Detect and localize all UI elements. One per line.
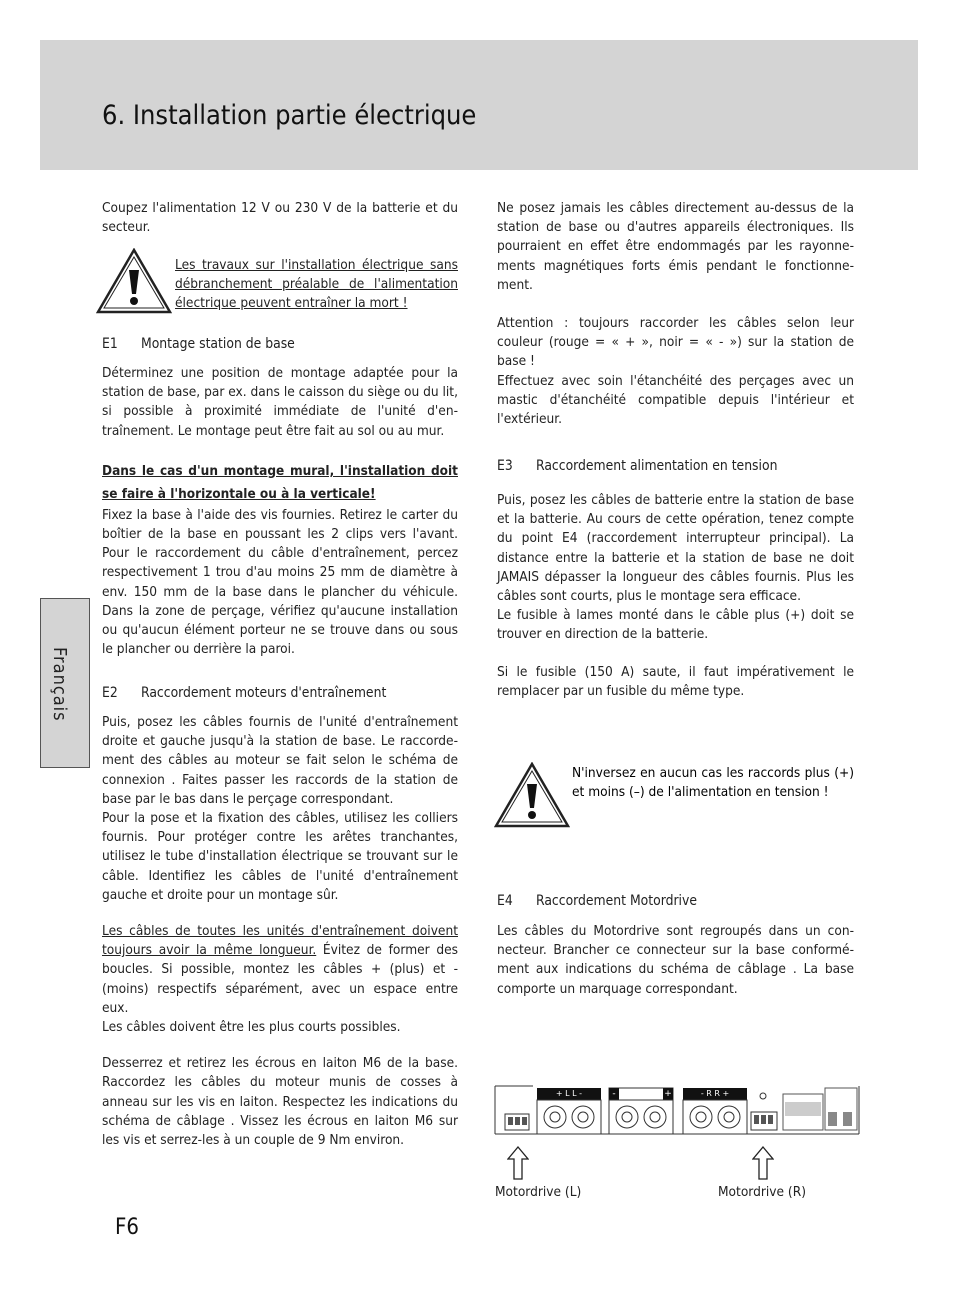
right-paragraph-1: Ne posez jamais les câbles directement au-dessus de la station de base ou d'autres appareils électroniques. Ils pourraient en effet être endommagés par les rayonnements magnétiques forts émis pendant le fonctionnement. <box>497 200 854 293</box>
section-e1-number: E1 <box>102 336 118 352</box>
language-tab-label: Français <box>49 647 70 722</box>
terminal-label-right: - R R + <box>700 1089 730 1098</box>
page-number: F6 <box>115 1215 139 1240</box>
e3-paragraph-1: Puis, posez les câbles de batterie entre la station de base et la batterie. Au cours de cette opération, tenez compte du point E4 (raccordement interrupteur principal). La distance entre la batterie et la station de base ne doit JAMAIS dépasser la longueur des câbles fournis. Plus les câbles sont courts, plus le montage sera efficace. <box>497 492 854 605</box>
section-e3-body <box>497 491 854 701</box>
terminal-label-mid-plus: + <box>664 1089 672 1099</box>
caption-motordrive-left: Motordrive (L) <box>495 1184 582 1200</box>
e4-paragraph-1: Les câbles du Motordrive sont regroupés dans un connecteur. Brancher ce connecteur sur la base conformément aux indications du schéma de câblage . La base comporte un marquage correspondant. <box>497 923 854 997</box>
terminal-label-left: + L L - <box>555 1089 583 1098</box>
terminal-label-mid-minus: - <box>612 1089 616 1099</box>
e2-underlined-note: Les câbles de toutes les unités d'entraînement doivent toujours avoir la même longueur. <box>102 923 458 959</box>
section-e4-title: Raccordement Motordrive <box>536 893 697 909</box>
warning-text-right: N'inversez en aucun cas les raccords plus (+) et moins (–) de l'alimentation en tension ! <box>572 765 854 801</box>
section-e2-heading <box>102 684 458 703</box>
intro-text: Coupez l'alimentation 12 V ou 230 V de la batterie et du secteur. <box>102 200 458 236</box>
section-e3-title: Raccordement alimentation en tension <box>536 458 778 474</box>
e3-paragraph-3: Si le fusible (150 A) saute, il faut impérativement le remplacer par un fusible du même type. <box>497 663 854 699</box>
e2-paragraph-2: Pour la pose et la fixation des câbles, utilisez les colliers fournis. Pour protéger contre les arêtes tranchantes, utilisez le tube d'installation électrique se trouvant sur le câble. Identifiez les câbles de l'unité d'entraînement gauche et droite pour un montage sûr. <box>102 810 458 903</box>
section-e2-number: E2 <box>102 685 118 701</box>
right-paragraph-3: Effectuez avec soin l'étanchéité des perçages avec un mastic d'étanchéité compatible depuis l'intérieur et l'extérieur. <box>497 372 854 428</box>
section-e4-number: E4 <box>497 893 513 909</box>
e2-paragraph-5: Desserrez et retirez les écrous en laiton M6 de la base. Raccordez les câbles du moteur munis de cosses à anneau sur les vis en laiton. Respectez les indications du schéma de câblage . Vissez les écrous en laiton M6 sur les vis et serrez-les à un couple de 9 Nm environ. <box>102 1055 458 1149</box>
section-e1-heading <box>102 335 458 354</box>
right-paragraph-2: Attention : toujours raccorder les câbles selon leur couleur (rouge = « + », noir = « - ») sur la station de base ! <box>497 315 854 370</box>
e1-paragraph-1: Déterminez une position de montage adaptée pour la station de base, par ex. dans le caisson du siège ou du lit, si possible à proximité immédiate de l'unité d'entraînement. Le montage peut être fait au sol ou au mur. <box>102 365 458 439</box>
warning-triangle-icon <box>494 762 570 828</box>
warning-block-left <box>96 248 458 318</box>
caption-motordrive-right: Motordrive (R) <box>718 1184 806 1200</box>
warning-text-left: Les travaux sur l'installation électrique sans débranchement préalable de l'alimentation électrique peuvent entraîner la mort ! <box>175 257 458 312</box>
section-e3-heading <box>497 457 854 476</box>
arrow-up-left-icon <box>507 1146 529 1180</box>
warning-triangle-icon <box>96 248 172 314</box>
e1-bold-note: Dans le cas d'un montage mural, l'installation doit se faire à l'horizontale ou à la verticale! <box>102 462 458 502</box>
arrow-up-right-icon <box>752 1146 774 1180</box>
section-e2-body <box>102 713 458 1150</box>
e2-paragraph-1: Puis, posez les câbles fournis de l'unité d'entraînement droite et gauche jusqu'à la station de base. Le raccordement des câbles au moteur se fait selon le schéma de connexion . Faites passer les raccords de la station de base par le bas dans le perçage correspondant. <box>102 714 458 807</box>
section-e4-body <box>497 922 854 999</box>
intro-paragraph <box>102 199 458 237</box>
right-intro <box>497 199 854 429</box>
section-e3-number: E3 <box>497 458 513 474</box>
section-e1-body <box>102 364 458 659</box>
section-e4-heading <box>497 892 854 911</box>
warning-block-right <box>494 762 854 828</box>
page-title: 6. Installation partie électrique <box>102 100 477 131</box>
e1-paragraph-2: Fixez la base à l'aide des vis fournies. Retirez le carter du boîtier de la base en poussant les 2 clips vers l'avant. Pour le raccordement du câble d'entraînement, percez respectivement 1 trou d'au moins 25 mm de diamètre à env. 150 mm de la base dans le plancher du véhicule. Dans la zone de perçage, vérifiez qu'aucune installation ou qu'aucun élément porteur ne se trouve dans ou sous le plancher ou derrière la paroi. <box>102 506 458 658</box>
e2-paragraph-3: Évitez de former des boucles. Si possible, montez les câbles + (plus) et - (moins) respectifs séparément, avec un espace entre eux. <box>102 942 458 1016</box>
section-e1-title: Montage station de base <box>141 336 295 352</box>
section-e2-title: Raccordement moteurs d'entraînement <box>141 685 387 701</box>
e3-paragraph-2: Le fusible à lames monté dans le câble plus (+) doit se trouver en direction de la batterie. <box>497 607 854 643</box>
e2-paragraph-4: Les câbles doivent être les plus courts possibles. <box>102 1019 401 1036</box>
language-tab <box>40 598 90 768</box>
